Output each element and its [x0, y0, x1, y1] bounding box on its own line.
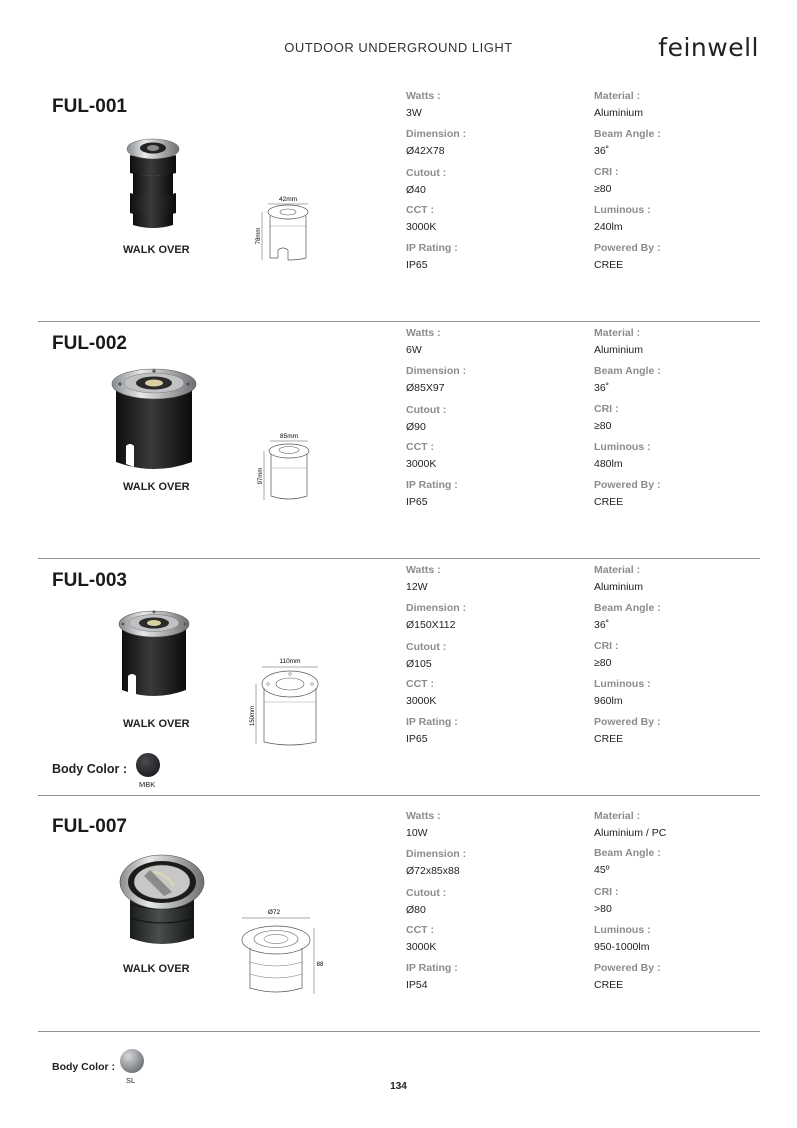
body-color-label: Body Color : [52, 762, 127, 776]
spec-cutout: Cutout : Ø90 [406, 404, 447, 433]
spec-dimension: Dimension : Ø85X97 [406, 365, 467, 394]
drawing-width-label: 42mm [278, 196, 298, 203]
drawing-height-label: 88 [316, 962, 324, 968]
spec-beam-angle: Beam Angle : 36˚ [594, 602, 661, 631]
spec-cutout: Cutout : Ø105 [406, 641, 447, 670]
product-code: FUL-002 [52, 333, 127, 354]
drawing-width-label: 110mm [279, 658, 301, 665]
body-color-code: MBK [139, 780, 156, 789]
spec-cri: CRI : ≥80 [594, 403, 619, 432]
spec-beam-angle: Beam Angle : 36˚ [594, 128, 661, 157]
spec-cri: CRI : >80 [594, 886, 619, 915]
spec-cct: CCT : 3000K [406, 204, 437, 233]
section-divider [38, 321, 760, 322]
spec-powered-by: Powered By : CREE [594, 962, 661, 991]
spec-luminous: Luminous : 950-1000lm [594, 924, 651, 953]
spec-cutout: Cutout : Ø40 [406, 167, 447, 196]
page-title: OUTDOOR UNDERGROUND LIGHT [284, 40, 513, 55]
section-divider [38, 795, 760, 796]
spec-cct: CCT : 3000K [406, 678, 437, 707]
body-color-code: SL [126, 1076, 136, 1085]
body-color-label: Body Color : [52, 1061, 115, 1073]
spec-powered-by: Powered By : CREE [594, 479, 661, 508]
dimension-drawing [252, 192, 324, 268]
walk-over-label: WALK OVER [123, 481, 190, 493]
drawing-height-label: 78mm [256, 227, 262, 245]
section-divider [38, 1031, 760, 1032]
drawing-height-label: 97mm [258, 467, 264, 485]
product-photo [122, 135, 184, 233]
walk-over-label: WALK OVER [123, 718, 190, 730]
dimension-drawing [256, 428, 316, 504]
spec-ip-rating: IP Rating : IP54 [406, 962, 458, 991]
spec-watts: Watts : 3W [406, 90, 441, 119]
spec-powered-by: Powered By : CREE [594, 242, 661, 271]
brand-logo: feinwell [658, 33, 759, 62]
body-color-swatch-sl [119, 1048, 145, 1074]
product-code: FUL-007 [52, 816, 127, 837]
product-code: FUL-003 [52, 570, 127, 591]
dimension-drawing [236, 904, 332, 1000]
spec-cct: CCT : 3000K [406, 441, 437, 470]
spec-dimension: Dimension : Ø150X112 [406, 602, 467, 631]
walk-over-label: WALK OVER [123, 963, 190, 975]
body-color-swatch-mbk [135, 752, 161, 778]
spec-powered-by: Powered By : CREE [594, 716, 661, 745]
spec-material: Material : Aluminium [594, 564, 644, 593]
spec-watts: Watts : 10W [406, 810, 441, 839]
spec-watts: Watts : 6W [406, 327, 441, 356]
spec-watts: Watts : 12W [406, 564, 441, 593]
spec-material: Material : Aluminium [594, 327, 644, 356]
spec-cri: CRI : ≥80 [594, 640, 619, 669]
drawing-width-label: Ø72 [267, 909, 281, 916]
dimension-drawing [248, 654, 324, 750]
spec-material: Material : Aluminium / PC [594, 810, 667, 839]
spec-cct: CCT : 3000K [406, 924, 437, 953]
spec-dimension: Dimension : Ø72x85x88 [406, 848, 467, 877]
spec-ip-rating: IP Rating : IP65 [406, 479, 458, 508]
walk-over-label: WALK OVER [123, 244, 190, 256]
spec-beam-angle: Beam Angle : 36˚ [594, 365, 661, 394]
spec-luminous: Luminous : 240lm [594, 204, 651, 233]
product-photo [114, 852, 210, 952]
product-photo [114, 606, 194, 702]
spec-luminous: Luminous : 480lm [594, 441, 651, 470]
spec-dimension: Dimension : Ø42X78 [406, 128, 467, 157]
page-number: 134 [390, 1081, 407, 1092]
spec-material: Material : Aluminium [594, 90, 644, 119]
drawing-height-label: 150mm [250, 705, 256, 727]
drawing-width-label: 85mm [279, 433, 299, 440]
spec-luminous: Luminous : 960lm [594, 678, 651, 707]
product-code: FUL-001 [52, 96, 127, 117]
product-photo [106, 364, 202, 476]
section-divider [38, 558, 760, 559]
spec-beam-angle: Beam Angle : 45º [594, 847, 661, 876]
spec-cutout: Cutout : Ø80 [406, 887, 447, 916]
spec-cri: CRI : ≥80 [594, 166, 619, 195]
spec-ip-rating: IP Rating : IP65 [406, 716, 458, 745]
spec-ip-rating: IP Rating : IP65 [406, 242, 458, 271]
